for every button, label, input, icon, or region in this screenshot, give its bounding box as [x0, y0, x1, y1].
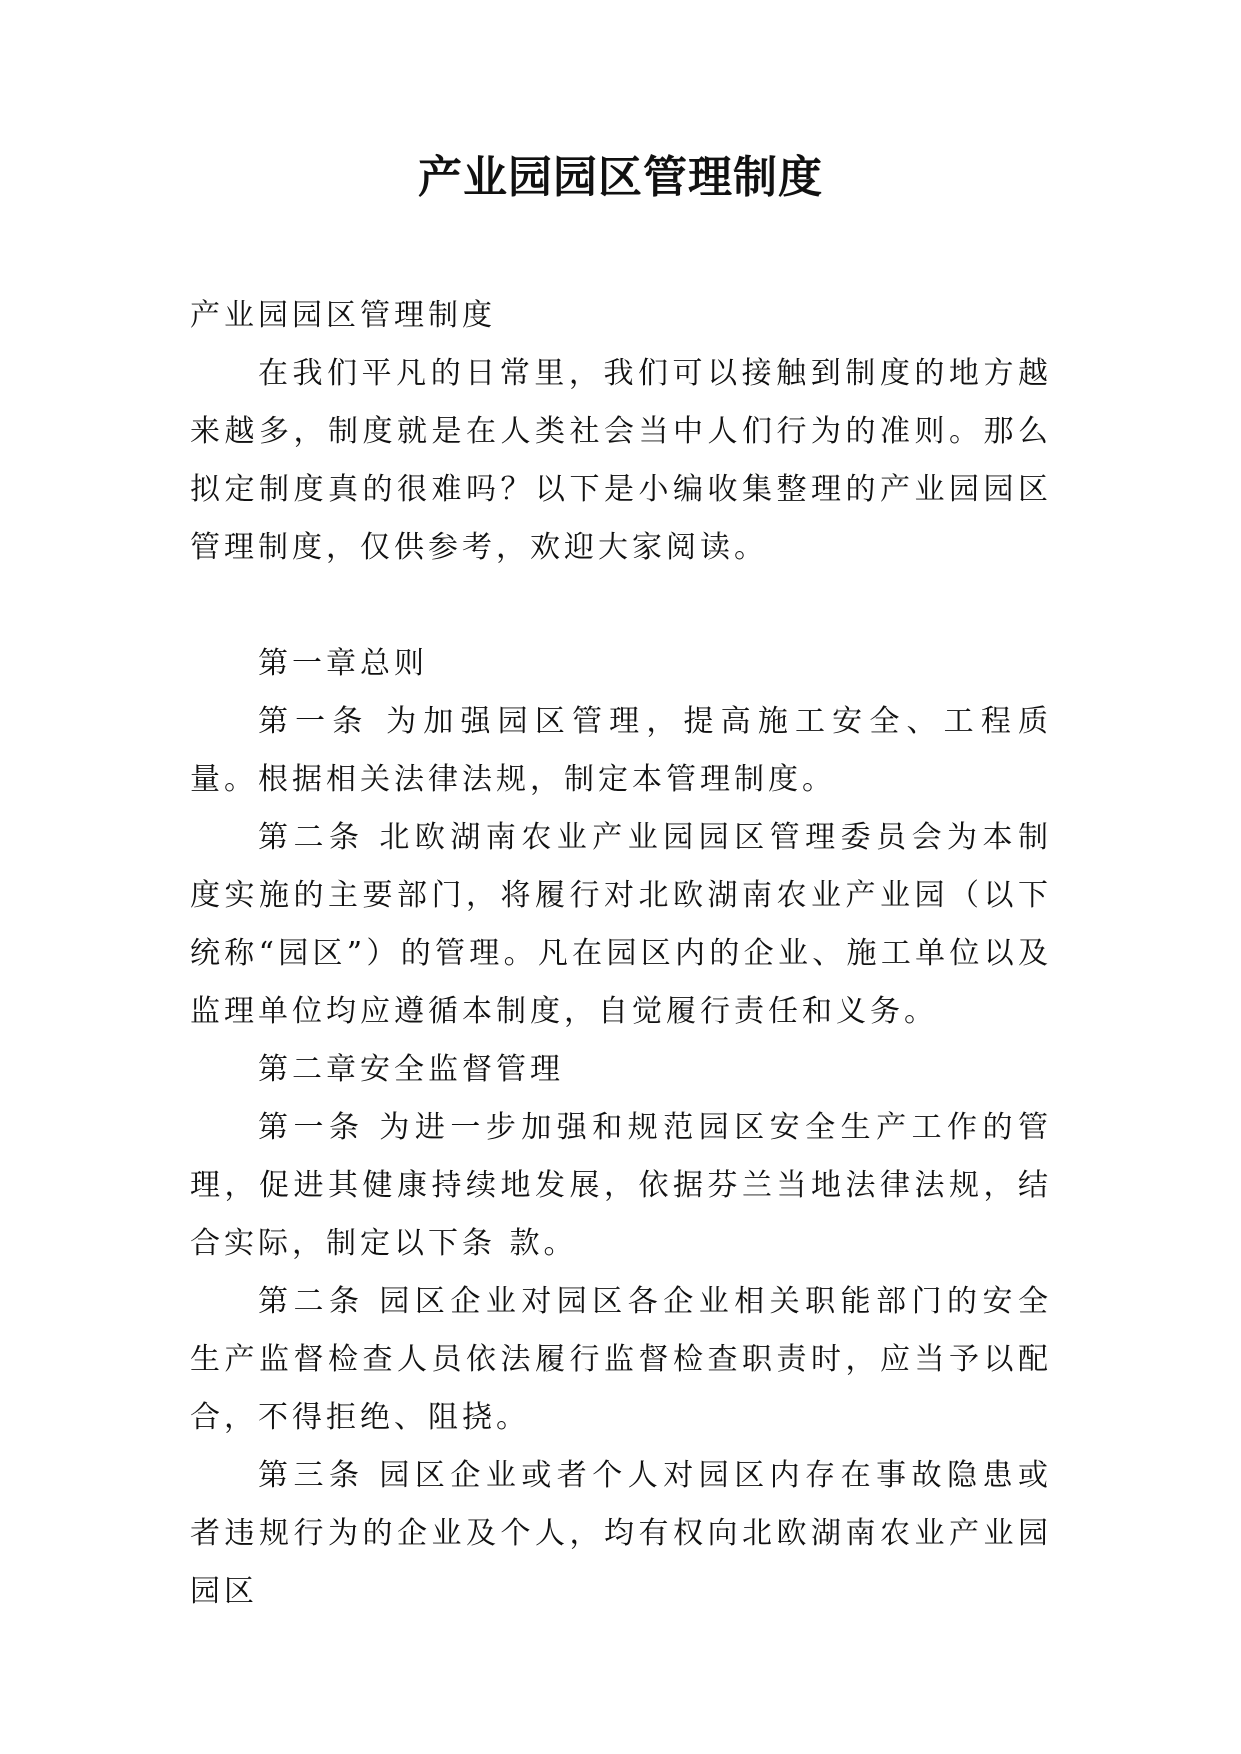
article-paragraph: 第一条 为加强园区管理，提高施工安全、工程质量。根据相关法律法规，制定本管理制度。 — [190, 704, 1052, 797]
blank-line — [190, 577, 1052, 635]
chapter-heading: 第二章安全监督管理 — [258, 1052, 564, 1087]
intro-paragraph: 在我们平凡的日常里，我们可以接触到制度的地方越来越多，制度就是在人类社会当中人们行为的准则。那么拟定制度真的很难吗？以下是小编收集整理的产业园园区管理制度，仅供参考，欢迎大家阅读。 — [190, 356, 1052, 565]
chapter-heading: 第一章总则 — [258, 646, 428, 681]
article-paragraph: 第一条 为进一步加强和规范园区安全生产工作的管理，促进其健康持续地发展，依据芬兰当地法律法规，结合实际，制定以下条 款。 — [190, 1110, 1052, 1261]
article-paragraph: 第三条 园区企业或者个人对园区内存在事故隐患或者违规行为的企业及个人，均有权向北欧湖南农业产业园园区 — [190, 1458, 1052, 1609]
article-paragraph: 第二条 园区企业对园区各企业相关职能部门的安全生产监督检查人员依法履行监督检查职责时，应当予以配合，不得拒绝、阻挠。 — [190, 1284, 1052, 1435]
subtitle-paragraph: 产业园园区管理制度 — [190, 298, 496, 333]
document-title: 产业园园区管理制度 — [418, 152, 823, 203]
article-paragraph: 第二条 北欧湖南农业产业园园区管理委员会为本制度实施的主要部门，将履行对北欧湖南农业产业园（以下统称“园区”）的管理。凡在园区内的企业、施工单位以及监理单位均应遵循本制度，自觉履行责任和义务。 — [190, 820, 1052, 1029]
document-body — [190, 287, 1052, 1621]
